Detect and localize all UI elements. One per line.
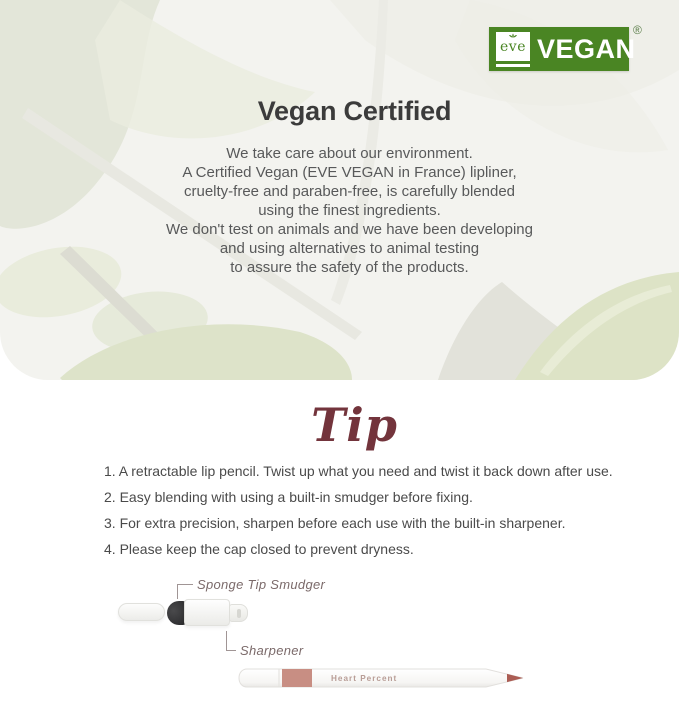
eve-logo-inner-box bbox=[496, 32, 530, 61]
paragraph-line: to assure the safety of the products. bbox=[230, 259, 469, 276]
paragraph-line: We don't test on animals and we have been developing bbox=[165, 221, 533, 238]
pencil-color-band bbox=[282, 669, 312, 687]
tip-item-4: 4. Please keep the cap closed to prevent dryness. bbox=[104, 541, 414, 557]
tip-item-1: 1. A retractable lip pencil. Twist up what you need and twist it back down after use. bbox=[104, 463, 613, 479]
paragraph-line: We take care about our environment. bbox=[226, 145, 473, 162]
registered-trademark-symbol: ® bbox=[633, 23, 642, 37]
section-heading-tip: Tip bbox=[311, 398, 398, 452]
smudger-callout-line bbox=[177, 584, 178, 599]
paragraph-line: and using alternatives to animal testing bbox=[219, 240, 480, 257]
paragraph-line: using the finest ingredients. bbox=[258, 202, 441, 219]
pencil-brand-text: Heart Percent bbox=[331, 674, 398, 684]
logo-brand-small: eve bbox=[500, 39, 526, 55]
section-heading-vegan-certified: Vegan Certified bbox=[257, 96, 452, 126]
tip-list bbox=[104, 464, 673, 568]
sharpener-label: Sharpener bbox=[240, 643, 304, 658]
smudger-callout-line bbox=[177, 584, 193, 585]
smudger-label: Sponge Tip Smudger bbox=[197, 577, 326, 592]
vegan-description-paragraph bbox=[20, 144, 679, 277]
smudger-body-image bbox=[184, 599, 230, 626]
pencil-lead-tip bbox=[507, 674, 523, 682]
paragraph-line: A Certified Vegan (EVE VEGAN in France) lipliner, bbox=[182, 164, 517, 181]
paragraph-line: cruelty-free and paraben-free, is carefully blended bbox=[183, 183, 516, 200]
tip-item-2: 2. Easy blending with using a built-in smudger before fixing. bbox=[104, 489, 473, 505]
sharpener-image bbox=[229, 604, 248, 622]
lip-pencil-image bbox=[236, 666, 526, 690]
sharpener-callout-line bbox=[226, 650, 236, 651]
logo-underline bbox=[496, 64, 530, 67]
eve-vegan-logo-box bbox=[489, 27, 636, 71]
tip-item-3: 3. For extra precision, sharpen before each use with the built-in sharpener. bbox=[104, 515, 566, 531]
eve-vegan-logo bbox=[489, 25, 649, 73]
pencil-cap-image bbox=[118, 603, 165, 621]
logo-brand-main: VEGAN bbox=[537, 33, 636, 64]
sharpener-callout-line bbox=[226, 631, 227, 650]
sharpener-slot bbox=[237, 609, 241, 618]
